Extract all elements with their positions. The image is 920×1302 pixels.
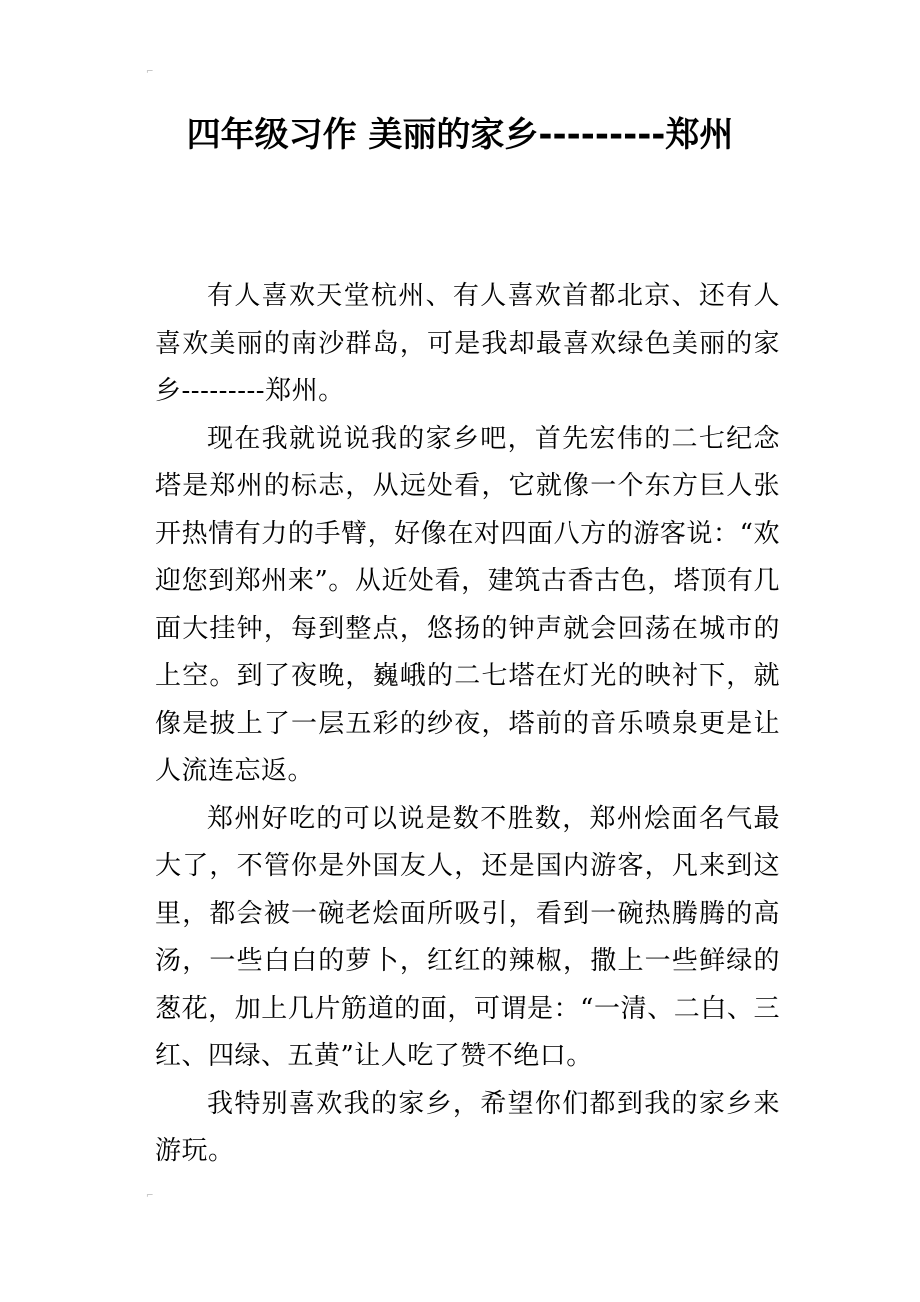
page-corner-mark: ⌐ [146,67,154,77]
page-corner-mark: ⌐ [146,1191,154,1201]
paragraph: 现在我就说说我的家乡吧，首先宏伟的二七纪念塔是郑州的标志，从远处看，它就像一个东方巨人张开热情有力的手臂，好像在对四面八方的游客说：“欢迎您到郑州来”。从近处看，建筑古香古色，塔顶有几面大挂钟，每到整点，悠扬的钟声就会回荡在城市的上空。到了夜晚，巍峨的二七塔在灯光的映衬下，就像是披上了一层五彩的纱夜，塔前的音乐喷泉更是让人流连忘返。 [155,423,780,786]
paragraph: 我特别喜欢我的家乡，希望你们都到我的家乡来游玩。 [155,1088,780,1166]
paragraph: 有人喜欢天堂杭州、有人喜欢首都北京、还有人喜欢美丽的南沙群岛，可是我却最喜欢绿色美丽的家乡---------郑州。 [155,281,780,406]
paragraph: 郑州好吃的可以说是数不胜数，郑州烩面名气最大了，不管你是外国友人，还是国内游客，凡来到这里，都会被一碗老烩面所吸引，看到一碗热腾腾的高汤，一些白白的萝卜，红红的辣椒，撒上一些鲜绿的葱花，加上几片筋道的面，可谓是：“一清、二白、三红、四绿、五黄”让人吃了赞不绝口。 [155,803,780,1071]
document-title: 四年级习作 美丽的家乡---------郑州 [186,115,734,155]
article-body [155,273,780,1176]
